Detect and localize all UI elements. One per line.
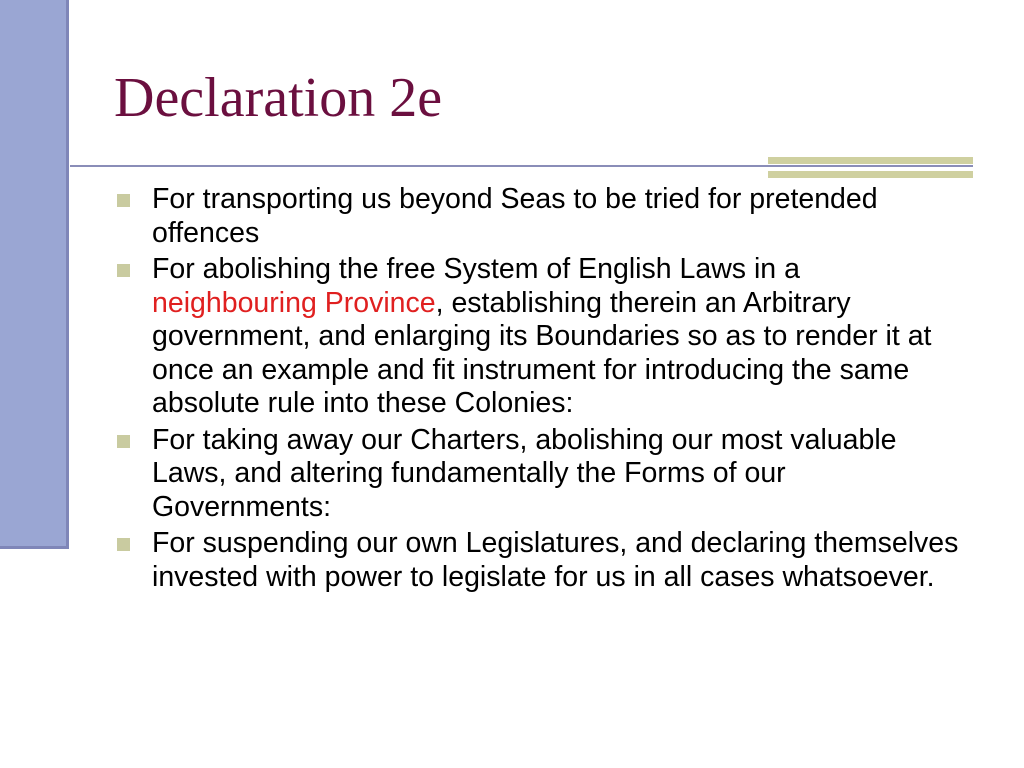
- bullet-list: [112, 183, 972, 597]
- accent-bar-top: [768, 157, 973, 164]
- highlighted-text: neighbouring Province: [152, 286, 436, 319]
- square-bullet-icon: [117, 194, 130, 207]
- left-decorative-band: [0, 0, 66, 546]
- accent-bar-bottom: [768, 171, 973, 178]
- bullet-text: For abolishing the free System of English Laws in a: [152, 253, 800, 285]
- bullet-text-continued: , establishing therein an Arbitrary government, and enlarging its Boundaries so as to render it at once an example and fit instrument for introducing the same absolute rule into these Colonies:: [152, 286, 932, 419]
- bullet-item: [112, 424, 972, 525]
- bullet-text: For transporting us beyond Seas to be tried for pretended offences: [152, 183, 878, 249]
- bullet-item: [112, 183, 972, 250]
- slide-title: Declaration 2e: [114, 67, 443, 129]
- bullet-item: [112, 253, 972, 421]
- left-band-shadow: [0, 546, 68, 549]
- left-band-edge: [66, 0, 69, 549]
- bullet-item: [112, 527, 972, 594]
- title-divider: [70, 165, 973, 167]
- bullet-text: For suspending our own Legislatures, and declaring themselves invested with power to legislate for us in all cases whatsoever.: [152, 527, 959, 593]
- square-bullet-icon: [117, 538, 130, 551]
- bullet-text: For taking away our Charters, abolishing our most valuable Laws, and altering fundamentally the Forms of our Governments:: [152, 423, 897, 523]
- square-bullet-icon: [117, 435, 130, 448]
- square-bullet-icon: [117, 264, 130, 277]
